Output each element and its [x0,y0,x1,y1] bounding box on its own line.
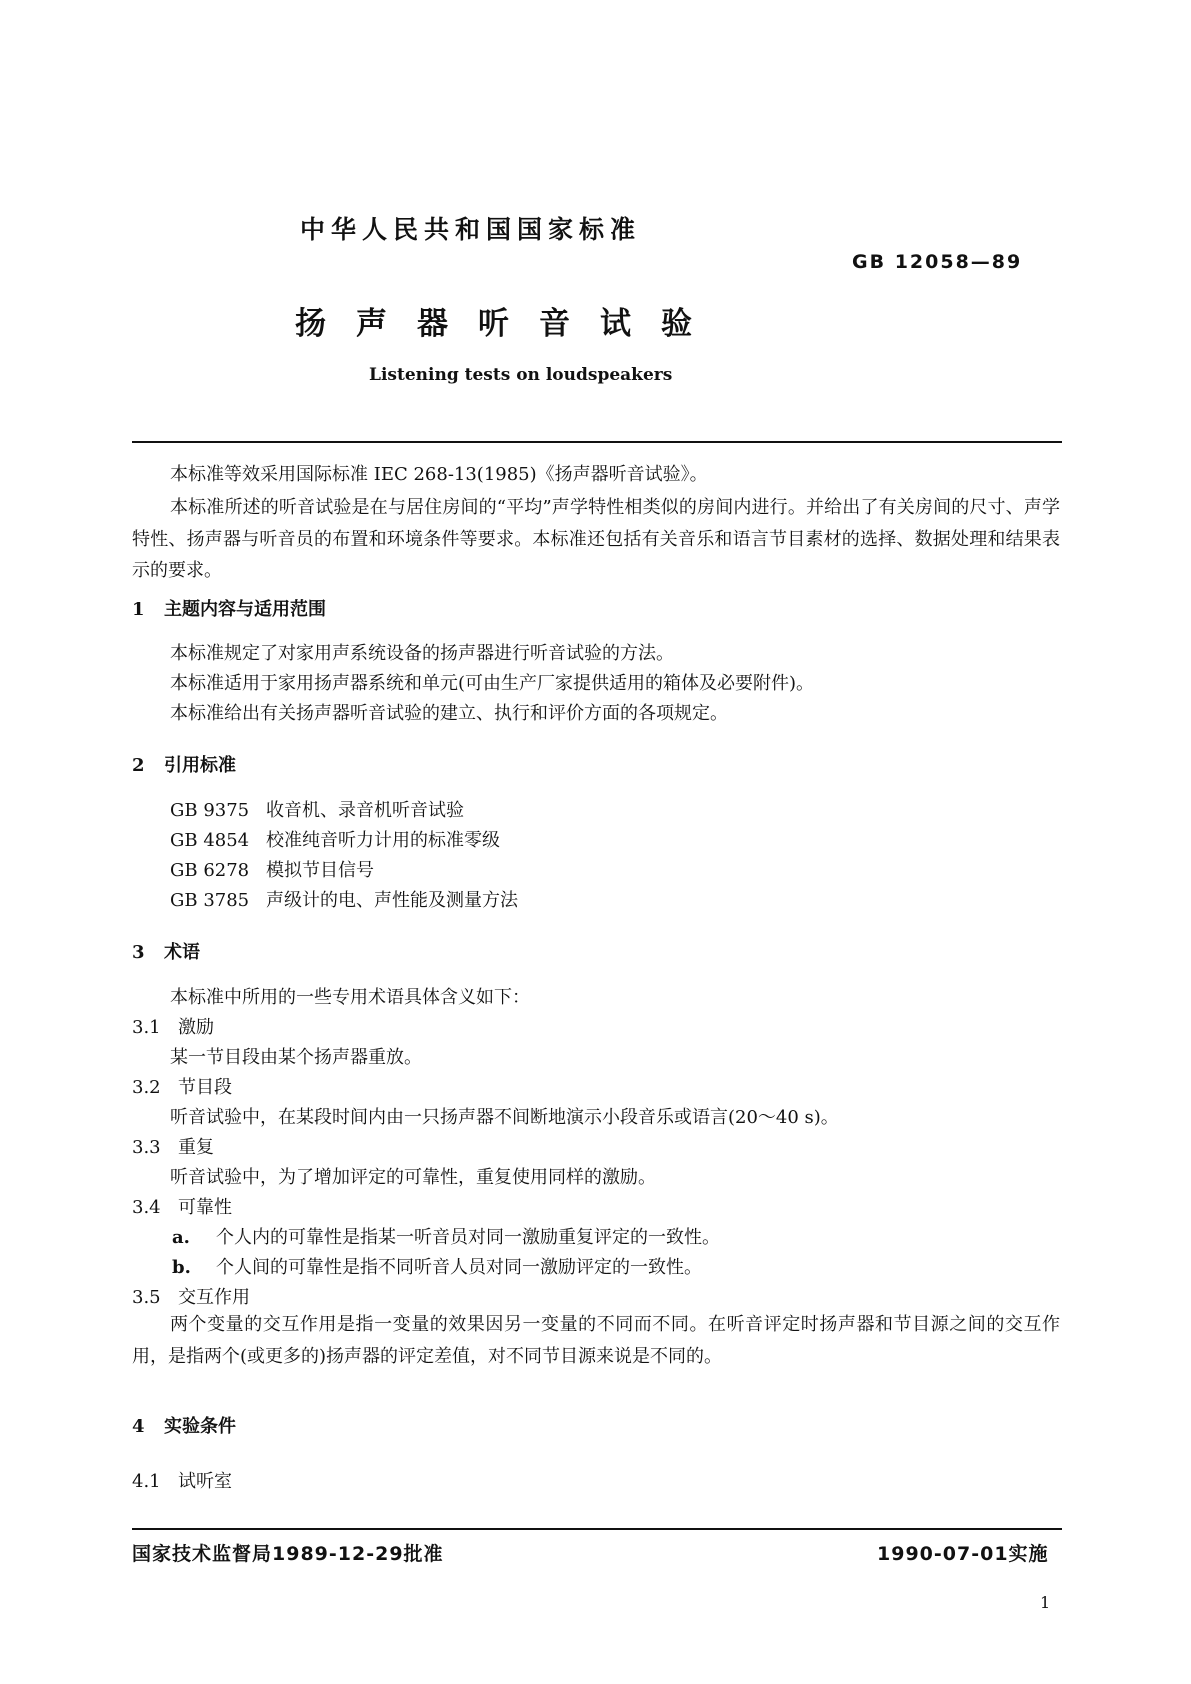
subsection-title: 重复 [178,1137,214,1158]
english-title: Listening tests on loudspeakers [369,365,673,385]
subsection-3-1-text: 某一节目段由某个扬声器重放。 [170,1047,422,1068]
reference-row [170,856,374,882]
reference-name: 校准纯音听力计用的标准零级 [266,830,500,851]
section-1-line-3: 本标准给出有关扬声器听音试验的建立、执行和评价方面的各项规定。 [170,703,728,724]
subsection-number: 3.5 [132,1287,161,1308]
subsection-3-3-heading [132,1133,214,1159]
section-2-heading [132,751,236,777]
top-divider [132,441,1062,443]
section-1-heading [132,595,326,621]
subsection-number: 3.1 [132,1017,161,1038]
list-item-a [172,1223,720,1249]
subsection-title: 试听室 [178,1471,232,1492]
subsection-number: 3.3 [132,1137,161,1158]
reference-code: GB 4854 [170,830,250,851]
subsection-title: 激励 [178,1017,214,1038]
reference-code: GB 6278 [170,860,250,881]
section-number: 1 [132,599,145,620]
section-number: 2 [132,755,145,776]
subsection-3-4-heading [132,1193,232,1219]
subsection-3-5-heading [132,1283,250,1309]
section-number: 3 [132,942,145,963]
subsection-number: 3.4 [132,1197,161,1218]
subsection-4-1-heading [132,1467,232,1493]
approval-line: 国家技术监督局1989-12-29批准 [132,1543,444,1565]
list-marker: a. [172,1227,190,1248]
bottom-divider [132,1528,1062,1530]
section-title: 引用标准 [164,755,236,776]
effective-date-line: 1990-07-01实施 [877,1543,1049,1565]
subsection-3-2-heading [132,1073,232,1099]
page-number: 1 [1040,1593,1051,1612]
section-title: 术语 [164,942,200,963]
subsection-3-2-text: 听音试验中，在某段时间内由一只扬声器不间断地演示小段音乐或语言(20～40 s)。 [170,1107,839,1128]
section-title: 实验条件 [164,1416,236,1437]
document-title: 扬声器听音试验 [295,306,722,342]
subsection-number: 3.2 [132,1077,161,1098]
reference-row [170,886,518,912]
subsection-title: 节目段 [178,1077,232,1098]
subsection-3-5-text: 两个变量的交互作用是指一变量的效果因另一变量的不同而不同。在听音评定时扬声器和节目源之间的交互作用，是指两个(或更多的)扬声器的评定差值，对不同节目源来说是不同的。 [132,1314,1060,1367]
section-4-heading [132,1412,236,1438]
reference-row [170,826,500,852]
section-1-line-1: 本标准规定了对家用声系统设备的扬声器进行听音试验的方法。 [170,643,674,664]
subsection-title: 可靠性 [178,1197,232,1218]
reference-row [170,796,464,822]
intro-paragraph-1: 本标准等效采用国际标准 IEC 268-13(1985)《扬声器听音试验》。 [170,464,708,485]
list-item-text: 个人内的可靠性是指某一听音员对同一激励重复评定的一致性。 [216,1227,720,1248]
section-title: 主题内容与适用范围 [164,599,326,620]
section-3-heading [132,938,200,964]
section-1-line-2: 本标准适用于家用扬声器系统和单元(可由生产厂家提供适用的箱体及必要附件)。 [170,673,815,694]
national-standard-heading: 中华人民共和国国家标准 [300,215,642,244]
list-item-b [172,1253,702,1279]
subsection-title: 交互作用 [178,1287,250,1308]
reference-name: 声级计的电、声性能及测量方法 [266,890,518,911]
standard-code: GB 12058—89 [852,251,1023,273]
section-3-intro: 本标准中所用的一些专用术语具体含义如下： [170,987,530,1008]
list-item-text: 个人间的可靠性是指不同听音人员对同一激励评定的一致性。 [216,1257,702,1278]
subsection-3-1-heading [132,1013,214,1039]
list-marker: b. [172,1257,191,1278]
reference-name: 收音机、录音机听音试验 [266,800,464,821]
section-number: 4 [132,1416,145,1437]
subsection-3-3-text: 听音试验中，为了增加评定的可靠性，重复使用同样的激励。 [170,1167,656,1188]
reference-code: GB 9375 [170,800,250,821]
subsection-number: 4.1 [132,1471,161,1492]
intro-paragraph-2: 本标准所述的听音试验是在与居住房间的“平均”声学特性相类似的房间内进行。并给出了有关房间的尺寸、声学特性、扬声器与听音员的布置和环境条件等要求。本标准还包括有关音乐和语言节目素材的选择、数据处理和结果表示的要求。 [132,497,1060,581]
reference-code: GB 3785 [170,890,250,911]
reference-name: 模拟节目信号 [266,860,374,881]
